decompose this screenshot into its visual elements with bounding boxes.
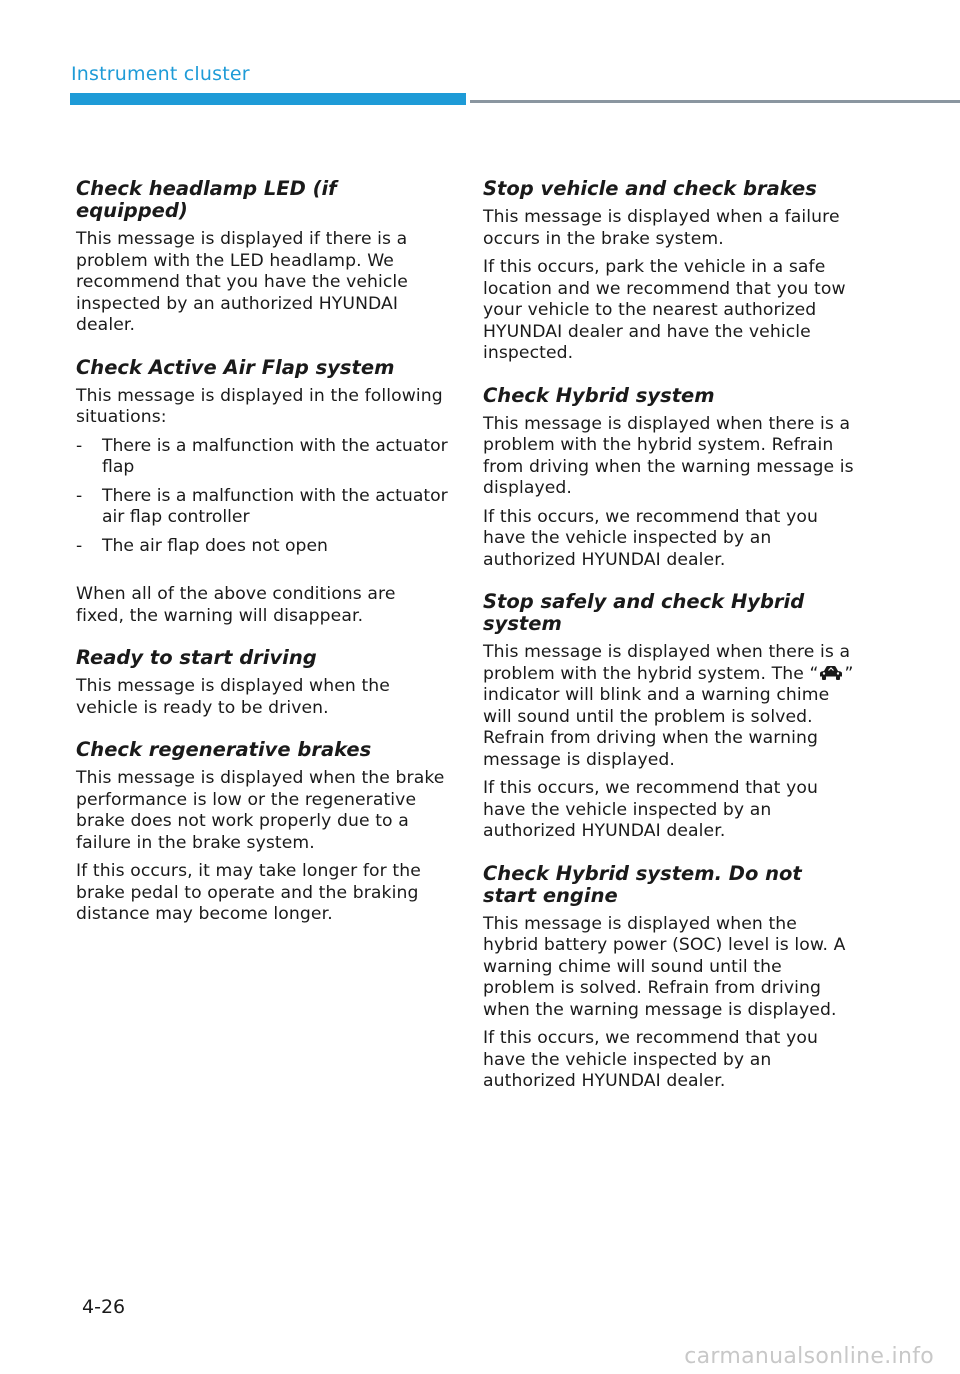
header-rule (470, 100, 960, 103)
section-title: Stop safely and check Hybrid system (483, 590, 805, 635)
section-stop-vehicle-check-brakes (483, 178, 855, 365)
paragraph: This message is displayed when the brake performance is low or the regenerative brake does not work properly due to a failure in the brake system. (76, 768, 445, 853)
section-header-title: Instrument cluster (71, 63, 250, 85)
paragraph: This message is displayed when the vehicle is ready to be driven. (76, 676, 390, 718)
paragraph: This message is displayed if there is a problem with the LED headlamp. We recommend that you have the vehicle inspected by an authorized HYUNDAI dealer. (76, 229, 408, 335)
paragraph: This message is displayed when the hybrid battery power (SOC) level is low. A warning chime will sound until the problem is solved. Refrain from driving when the warning message is displayed. (483, 913, 846, 1020)
section-title: Check Hybrid system. Do not start engine (483, 861, 802, 907)
paragraph: When all of the above conditions are fixed, the warning will disappear. (76, 584, 396, 626)
section-title: Check regenerative brakes (76, 738, 372, 761)
paragraph: If this occurs, it may take longer for the brake pedal to operate and the braking distance may become longer. (76, 861, 421, 924)
paragraph: This message is displayed in the following situations: (76, 385, 443, 427)
section-ready-to-start-driving (76, 647, 448, 719)
hybrid-car-warning-icon (819, 665, 843, 681)
paragraph: This message is displayed when there is a problem with the hybrid system. Refrain from driving when the warning message is displayed. (483, 413, 854, 498)
bullet-list (76, 436, 448, 558)
header-accent-bar (70, 93, 466, 105)
bullet-item: - There is a malfunction with the actuator air flap controller (76, 485, 448, 527)
paragraph: If this occurs, we recommend that you have the vehicle inspected by an authorized HYUNDAI dealer. (483, 1028, 818, 1091)
paragraph: If this occurs, we recommend that you have the vehicle inspected by an authorized HYUNDAI dealer. (483, 506, 818, 570)
left-column (76, 178, 448, 946)
section-check-hybrid-do-not-start (483, 863, 855, 1093)
paragraph: This message is displayed when a failure occurs in the brake system. (483, 207, 840, 249)
section-title: Check Active Air Flap system (76, 355, 395, 379)
section-check-headlamp-led (76, 178, 448, 337)
section-title: Stop vehicle and check brakes (483, 177, 817, 200)
paragraph: If this occurs, we recommend that you have the vehicle inspected by an authorized HYUNDAI dealer. (483, 778, 818, 841)
section-check-active-air-flap (76, 357, 448, 628)
section-title: Ready to start driving (76, 646, 317, 669)
paragraph: This message is displayed when there is a problem with the hybrid system. The “ ” indicator will blink and a warning chime will sound until the problem is solved. Refrain from driving when the warning message is displayed. (483, 642, 854, 770)
section-title: Check Hybrid system (483, 383, 715, 407)
paragraph: If this occurs, park the vehicle in a safe location and we recommend that you tow your vehicle to the nearest authorized HYUNDAI dealer and have the vehicle inspected. (483, 257, 846, 363)
right-column (483, 178, 855, 1113)
bullet-item: - There is a malfunction with the actuator flap (76, 435, 448, 477)
section-title: Check headlamp LED (if equipped) (76, 177, 337, 222)
section-stop-safely-check-hybrid (483, 591, 855, 843)
watermark: carmanualsonline.info (684, 1344, 934, 1369)
section-check-regenerative-brakes (76, 739, 448, 926)
page-number: 4-26 (82, 1296, 126, 1318)
section-check-hybrid-system (483, 385, 855, 572)
bullet-item: - The air flap does not open (76, 535, 328, 556)
